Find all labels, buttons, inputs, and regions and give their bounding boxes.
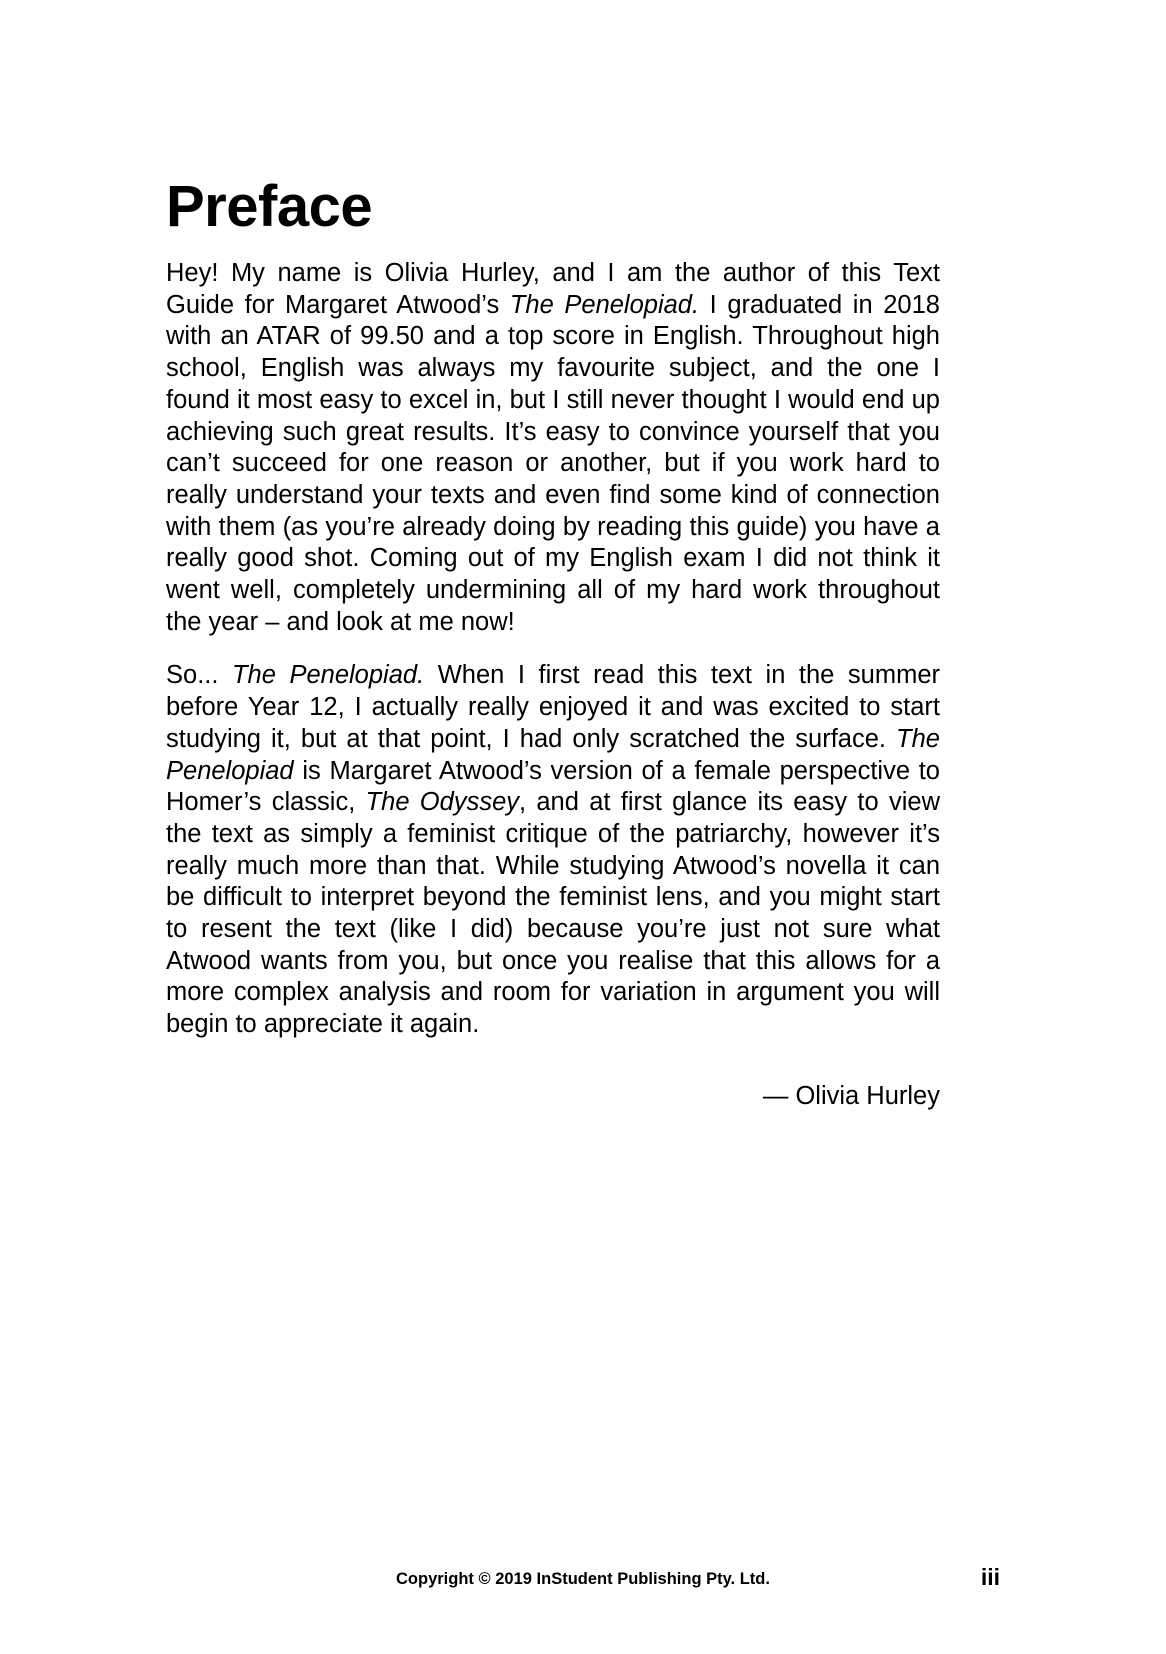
text-run: Hey! My name is Olivia Hurley, and I am the author of this Text Guide for Margaret Atwood’s: [166, 259, 940, 319]
page-number: iii: [980, 1564, 1000, 1590]
italic-title-run: The Penelopiad.: [231, 661, 425, 690]
copyright-notice: Copyright © 2019 InStudent Publishing Pty. Ltd.: [396, 1570, 770, 1588]
text-run: , and at first glance its easy to view the text as simply a feminist critique of the patriarchy, however it’s really much more than that. While studying Atwood’s novella it can be difficult to interpret beyond the feminist lens, and you might start to resent the text (like I did) because you’re just not sure what Atwood wants from you, but once you realise that this allows for a more complex analysis and room for variation in argument you will begin to appreciate it again.: [166, 788, 940, 1039]
italic-title-run: The Penelopiad: [166, 724, 940, 785]
author-signature: — Olivia Hurley: [762, 1081, 940, 1110]
italic-title-run: The Odyssey: [365, 788, 519, 817]
preface-paragraph-2: [166, 660, 940, 1040]
text-run: I graduated in 2018 with an ATAR of 99.50 and a top score in English. Throughout high school, English was always my favourite subject, and the one I found it most easy to excel in, but I still never thought I would end up achieving such great results. It’s easy to convince yourself that you can’t succeed for one reason or another, but if you work hard to really understand your texts and even find some kind of connection with them (as you’re already doing by reading this guide) you have a really good shot. Coming out of my English exam I did not think it went well, completely undermining all of my hard work throughout the year – and look at me now!: [166, 290, 940, 636]
text-run: So...: [166, 661, 232, 690]
page-footer: [0, 1564, 1166, 1592]
italic-title-run: The Penelopiad.: [509, 290, 700, 319]
text-run: When I first read this text in the summer before Year 12, I actually really enjoyed it and was excited to start studying it, but at that point, I had only scratched the surface.: [166, 661, 940, 753]
text-run: is Margaret Atwood’s version of a female perspective to Homer’s classic,: [166, 756, 940, 817]
page-title: Preface: [166, 174, 373, 239]
page-content: [166, 174, 940, 1113]
preface-paragraph-1: [166, 258, 940, 638]
